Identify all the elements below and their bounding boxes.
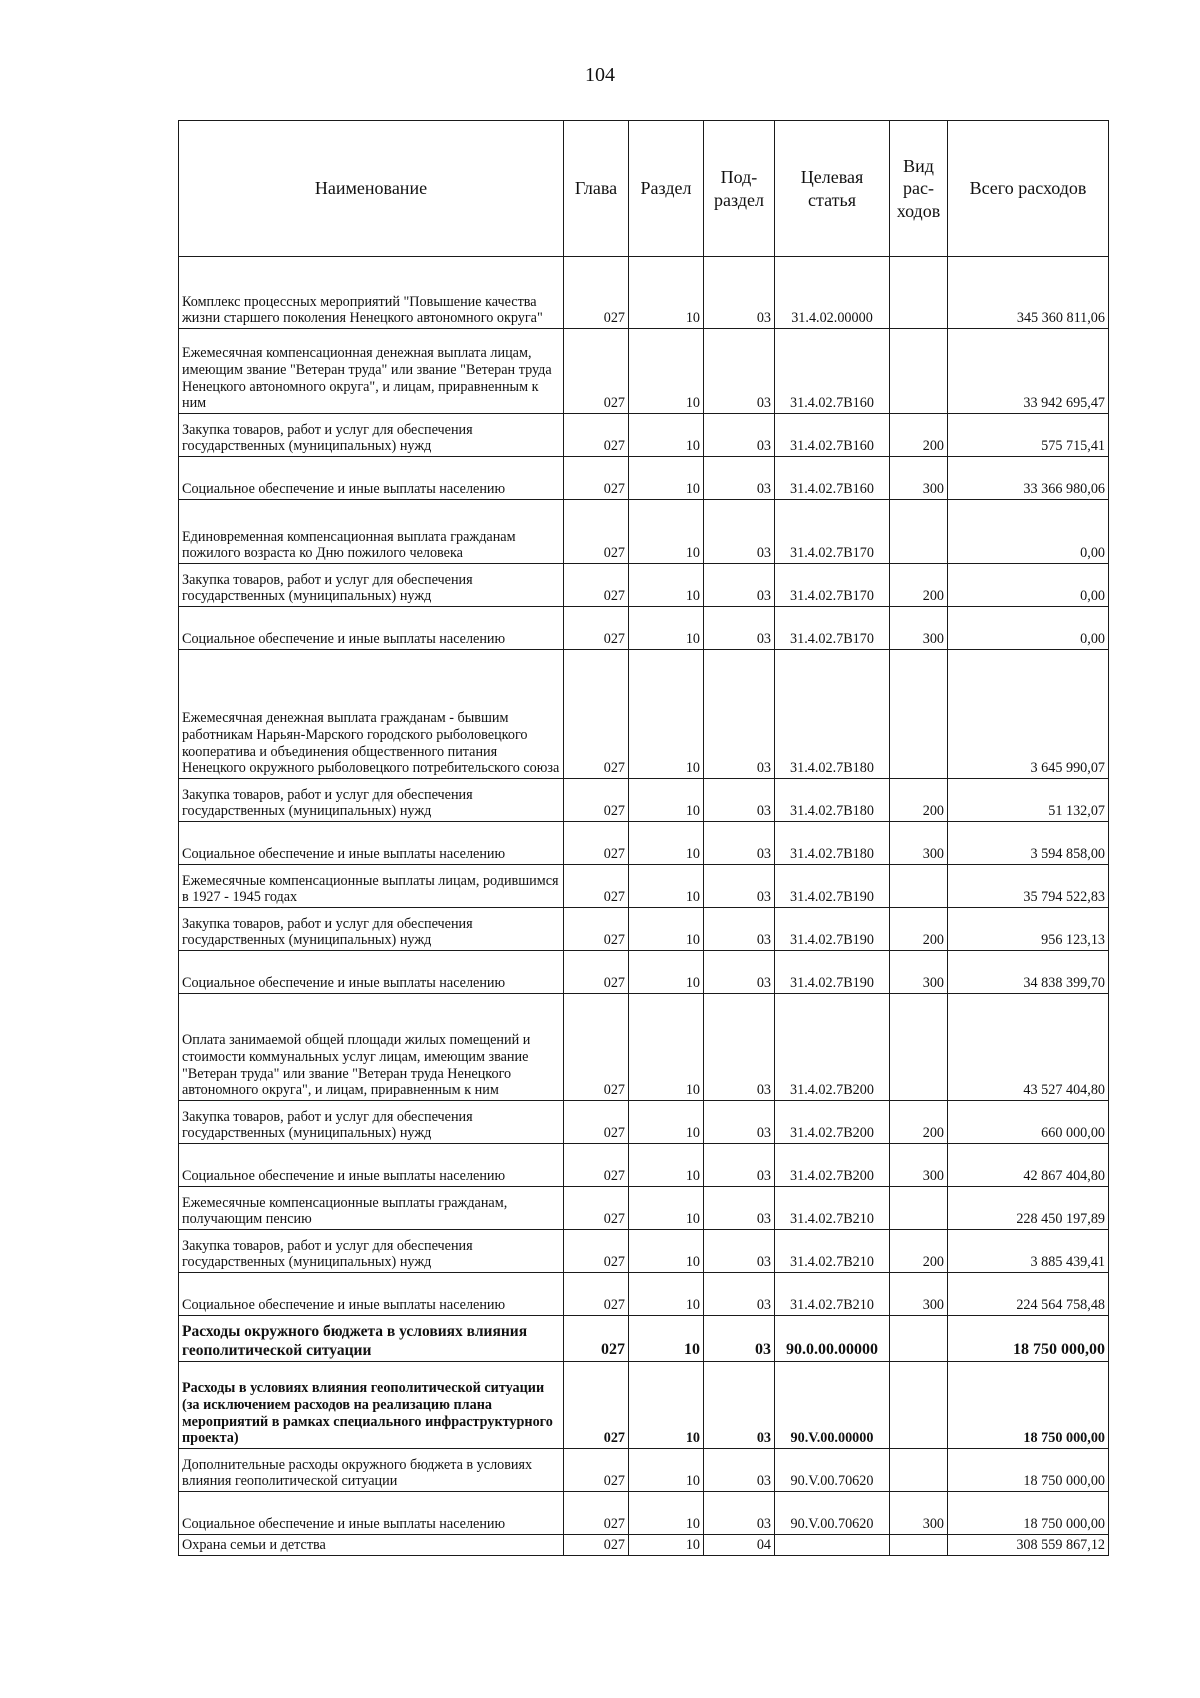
cell-name: Ежемесячные компенсационные выплаты гражданам, получающим пенсию [179, 1187, 564, 1230]
cell-section: 10 [629, 1230, 704, 1273]
cell-target-article: 31.4.02.7В200 [775, 1101, 890, 1144]
table-row [179, 564, 1109, 607]
table-row [179, 1535, 1109, 1556]
cell-target-article: 31.4.02.7В190 [775, 951, 890, 994]
cell-name: Закупка товаров, работ и услуг для обеспечения государственных (муниципальных) нужд [179, 908, 564, 951]
table-row [179, 1273, 1109, 1316]
cell-expense-type: 200 [890, 1101, 948, 1144]
cell-section: 10 [629, 994, 704, 1101]
cell-total: 33 366 980,06 [948, 457, 1109, 500]
cell-expense-type [890, 1187, 948, 1230]
cell-total: 43 527 404,80 [948, 994, 1109, 1101]
cell-section: 10 [629, 1144, 704, 1187]
table-row [179, 951, 1109, 994]
cell-target-article: 31.4.02.7В180 [775, 822, 890, 865]
cell-section: 10 [629, 564, 704, 607]
cell-chapter: 027 [564, 994, 629, 1101]
cell-target-article: 31.4.02.7В170 [775, 500, 890, 564]
cell-expense-type: 200 [890, 779, 948, 822]
cell-target-article: 90.V.00.00000 [775, 1362, 890, 1449]
cell-section: 10 [629, 1492, 704, 1535]
cell-section: 10 [629, 1362, 704, 1449]
header-row [179, 121, 1109, 257]
table-row [179, 1449, 1109, 1492]
cell-chapter: 027 [564, 779, 629, 822]
cell-chapter: 027 [564, 1316, 629, 1362]
page-number: 104 [585, 64, 615, 86]
cell-subsection: 03 [704, 908, 775, 951]
cell-chapter: 027 [564, 1492, 629, 1535]
cell-section: 10 [629, 1187, 704, 1230]
cell-target-article: 31.4.02.7В210 [775, 1230, 890, 1273]
cell-subsection: 03 [704, 951, 775, 994]
cell-subsection: 03 [704, 1273, 775, 1316]
cell-target-article: 31.4.02.7В210 [775, 1187, 890, 1230]
cell-target-article: 31.4.02.7В170 [775, 564, 890, 607]
table-row [179, 257, 1109, 329]
cell-chapter: 027 [564, 607, 629, 650]
cell-chapter: 027 [564, 1101, 629, 1144]
cell-name: Социальное обеспечение и иные выплаты населению [179, 607, 564, 650]
cell-subsection: 03 [704, 1101, 775, 1144]
cell-chapter: 027 [564, 865, 629, 908]
cell-expense-type [890, 994, 948, 1101]
cell-total: 0,00 [948, 500, 1109, 564]
cell-chapter: 027 [564, 1449, 629, 1492]
cell-expense-type: 300 [890, 951, 948, 994]
table-row [179, 1187, 1109, 1230]
cell-subsection: 03 [704, 457, 775, 500]
header-total: Всего расходов [948, 121, 1109, 257]
cell-expense-type [890, 500, 948, 564]
cell-name: Охрана семьи и детства [179, 1535, 564, 1556]
cell-name: Единовременная компенсационная выплата гражданам пожилого возраста ко Дню пожилого человека [179, 500, 564, 564]
table-row [179, 1316, 1109, 1362]
cell-total: 956 123,13 [948, 908, 1109, 951]
cell-subsection: 04 [704, 1535, 775, 1556]
cell-expense-type: 300 [890, 457, 948, 500]
cell-subsection: 03 [704, 1449, 775, 1492]
cell-name: Ежемесячная денежная выплата гражданам - бывшим работникам Нарьян-Марского городского рыболовецкого кооператива и объединения общественного питания Ненецкого окружного рыболовецкого потребительского союза [179, 650, 564, 779]
cell-subsection: 03 [704, 1362, 775, 1449]
cell-chapter: 027 [564, 1535, 629, 1556]
header-expense-type: Вид рас- ходов [890, 121, 948, 257]
header-chapter: Глава [564, 121, 629, 257]
cell-total: 18 750 000,00 [948, 1316, 1109, 1362]
cell-target-article: 31.4.02.7В200 [775, 994, 890, 1101]
cell-expense-type [890, 257, 948, 329]
cell-chapter: 027 [564, 1144, 629, 1187]
cell-total: 3 885 439,41 [948, 1230, 1109, 1273]
cell-chapter: 027 [564, 414, 629, 457]
cell-expense-type: 200 [890, 1230, 948, 1273]
cell-chapter: 027 [564, 457, 629, 500]
cell-total: 18 750 000,00 [948, 1362, 1109, 1449]
cell-subsection: 03 [704, 257, 775, 329]
cell-name: Ежемесячные компенсационные выплаты лицам, родившимся в 1927 - 1945 годах [179, 865, 564, 908]
table-row [179, 1492, 1109, 1535]
cell-name: Социальное обеспечение и иные выплаты населению [179, 1492, 564, 1535]
cell-section: 10 [629, 779, 704, 822]
cell-expense-type [890, 1535, 948, 1556]
cell-chapter: 027 [564, 1273, 629, 1316]
cell-expense-type [890, 329, 948, 414]
cell-expense-type: 300 [890, 1492, 948, 1535]
cell-total: 3 645 990,07 [948, 650, 1109, 779]
cell-name: Социальное обеспечение и иные выплаты населению [179, 951, 564, 994]
table-row [179, 779, 1109, 822]
cell-section: 10 [629, 329, 704, 414]
table-row [179, 1144, 1109, 1187]
cell-subsection: 03 [704, 779, 775, 822]
cell-expense-type: 200 [890, 414, 948, 457]
cell-subsection: 03 [704, 822, 775, 865]
cell-name: Социальное обеспечение и иные выплаты населению [179, 1144, 564, 1187]
cell-total: 3 594 858,00 [948, 822, 1109, 865]
cell-target-article: 90.0.00.00000 [775, 1316, 890, 1362]
cell-chapter: 027 [564, 1187, 629, 1230]
table-row [179, 822, 1109, 865]
cell-name: Социальное обеспечение и иные выплаты населению [179, 822, 564, 865]
cell-chapter: 027 [564, 908, 629, 951]
cell-chapter: 027 [564, 257, 629, 329]
cell-name: Ежемесячная компенсационная денежная выплата лицам, имеющим звание "Ветеран труда" или звание "Ветеран труда Ненецкого автономного округа", и лицам, приравненным к ним [179, 329, 564, 414]
header-subsection: Под- раздел [704, 121, 775, 257]
table-row [179, 908, 1109, 951]
cell-subsection: 03 [704, 650, 775, 779]
cell-section: 10 [629, 257, 704, 329]
cell-chapter: 027 [564, 564, 629, 607]
cell-total: 35 794 522,83 [948, 865, 1109, 908]
cell-target-article [775, 1535, 890, 1556]
cell-target-article: 31.4.02.7В160 [775, 457, 890, 500]
cell-name: Закупка товаров, работ и услуг для обеспечения государственных (муниципальных) нужд [179, 564, 564, 607]
cell-expense-type: 200 [890, 908, 948, 951]
table-row [179, 1230, 1109, 1273]
cell-target-article: 90.V.00.70620 [775, 1492, 890, 1535]
cell-target-article: 31.4.02.7В190 [775, 908, 890, 951]
cell-name: Закупка товаров, работ и услуг для обеспечения государственных (муниципальных) нужд [179, 1230, 564, 1273]
cell-chapter: 027 [564, 951, 629, 994]
header-target-article: Целевая статья [775, 121, 890, 257]
table-row [179, 650, 1109, 779]
table-row [179, 994, 1109, 1101]
cell-total: 42 867 404,80 [948, 1144, 1109, 1187]
cell-total: 224 564 758,48 [948, 1273, 1109, 1316]
cell-total: 51 132,07 [948, 779, 1109, 822]
cell-section: 10 [629, 951, 704, 994]
table-row [179, 414, 1109, 457]
cell-target-article: 31.4.02.7В190 [775, 865, 890, 908]
cell-total: 33 942 695,47 [948, 329, 1109, 414]
cell-subsection: 03 [704, 607, 775, 650]
cell-expense-type [890, 650, 948, 779]
cell-expense-type: 300 [890, 1273, 948, 1316]
cell-subsection: 03 [704, 1144, 775, 1187]
table-row [179, 865, 1109, 908]
cell-total: 228 450 197,89 [948, 1187, 1109, 1230]
budget-table [178, 120, 1109, 1556]
cell-expense-type [890, 1316, 948, 1362]
table-row [179, 500, 1109, 564]
cell-total: 575 715,41 [948, 414, 1109, 457]
cell-chapter: 027 [564, 1230, 629, 1273]
cell-total: 18 750 000,00 [948, 1449, 1109, 1492]
cell-total: 345 360 811,06 [948, 257, 1109, 329]
cell-target-article: 31.4.02.7В160 [775, 329, 890, 414]
cell-name: Социальное обеспечение и иные выплаты населению [179, 1273, 564, 1316]
cell-chapter: 027 [564, 500, 629, 564]
table-row [179, 457, 1109, 500]
cell-subsection: 03 [704, 994, 775, 1101]
cell-total: 0,00 [948, 564, 1109, 607]
cell-section: 10 [629, 650, 704, 779]
cell-section: 10 [629, 1535, 704, 1556]
cell-expense-type [890, 1362, 948, 1449]
cell-name: Оплата занимаемой общей площади жилых помещений и стоимости коммунальных услуг лицам, имеющим звание "Ветеран труда" или звание "Ветеран труда Ненецкого автономного округа", и лицам, приравненным к ним [179, 994, 564, 1101]
cell-expense-type [890, 1449, 948, 1492]
cell-chapter: 027 [564, 329, 629, 414]
cell-subsection: 03 [704, 1492, 775, 1535]
cell-target-article: 31.4.02.7В180 [775, 779, 890, 822]
cell-chapter: 027 [564, 1362, 629, 1449]
cell-expense-type: 200 [890, 564, 948, 607]
cell-section: 10 [629, 865, 704, 908]
cell-expense-type: 300 [890, 607, 948, 650]
cell-chapter: 027 [564, 650, 629, 779]
header-section: Раздел [629, 121, 704, 257]
cell-section: 10 [629, 500, 704, 564]
cell-target-article: 90.V.00.70620 [775, 1449, 890, 1492]
cell-section: 10 [629, 1316, 704, 1362]
cell-subsection: 03 [704, 1230, 775, 1273]
cell-name: Закупка товаров, работ и услуг для обеспечения государственных (муниципальных) нужд [179, 414, 564, 457]
cell-target-article: 31.4.02.7В170 [775, 607, 890, 650]
cell-total: 660 000,00 [948, 1101, 1109, 1144]
cell-section: 10 [629, 457, 704, 500]
cell-subsection: 03 [704, 865, 775, 908]
cell-subsection: 03 [704, 500, 775, 564]
cell-section: 10 [629, 908, 704, 951]
cell-section: 10 [629, 607, 704, 650]
table-row [179, 1101, 1109, 1144]
cell-target-article: 31.4.02.7В180 [775, 650, 890, 779]
cell-expense-type [890, 865, 948, 908]
cell-chapter: 027 [564, 822, 629, 865]
cell-name: Социальное обеспечение и иные выплаты населению [179, 457, 564, 500]
cell-total: 34 838 399,70 [948, 951, 1109, 994]
cell-expense-type: 300 [890, 822, 948, 865]
table-row [179, 329, 1109, 414]
table-row [179, 607, 1109, 650]
cell-name: Расходы в условиях влияния геополитической ситуации (за исключением расходов на реализацию плана мероприятий в рамках специального инфраструктурного проекта) [179, 1362, 564, 1449]
cell-name: Расходы окружного бюджета в условиях влияния геополитической ситуации [179, 1316, 564, 1362]
cell-section: 10 [629, 822, 704, 865]
cell-expense-type: 300 [890, 1144, 948, 1187]
cell-section: 10 [629, 1273, 704, 1316]
cell-total: 18 750 000,00 [948, 1492, 1109, 1535]
cell-section: 10 [629, 414, 704, 457]
header-name: Наименование [179, 121, 564, 257]
cell-subsection: 03 [704, 329, 775, 414]
cell-target-article: 31.4.02.7В160 [775, 414, 890, 457]
table-row [179, 1362, 1109, 1449]
cell-total: 0,00 [948, 607, 1109, 650]
cell-subsection: 03 [704, 414, 775, 457]
cell-name: Закупка товаров, работ и услуг для обеспечения государственных (муниципальных) нужд [179, 779, 564, 822]
cell-target-article: 31.4.02.7В210 [775, 1273, 890, 1316]
table-body [179, 257, 1109, 1556]
cell-subsection: 03 [704, 564, 775, 607]
cell-name: Закупка товаров, работ и услуг для обеспечения государственных (муниципальных) нужд [179, 1101, 564, 1144]
cell-total: 308 559 867,12 [948, 1535, 1109, 1556]
cell-name: Дополнительные расходы окружного бюджета в условиях влияния геополитической ситуации [179, 1449, 564, 1492]
cell-section: 10 [629, 1449, 704, 1492]
cell-target-article: 31.4.02.00000 [775, 257, 890, 329]
cell-name: Комплекс процессных мероприятий "Повышение качества жизни старшего поколения Ненецкого автономного округа" [179, 257, 564, 329]
cell-subsection: 03 [704, 1187, 775, 1230]
cell-subsection: 03 [704, 1316, 775, 1362]
cell-target-article: 31.4.02.7В200 [775, 1144, 890, 1187]
cell-section: 10 [629, 1101, 704, 1144]
